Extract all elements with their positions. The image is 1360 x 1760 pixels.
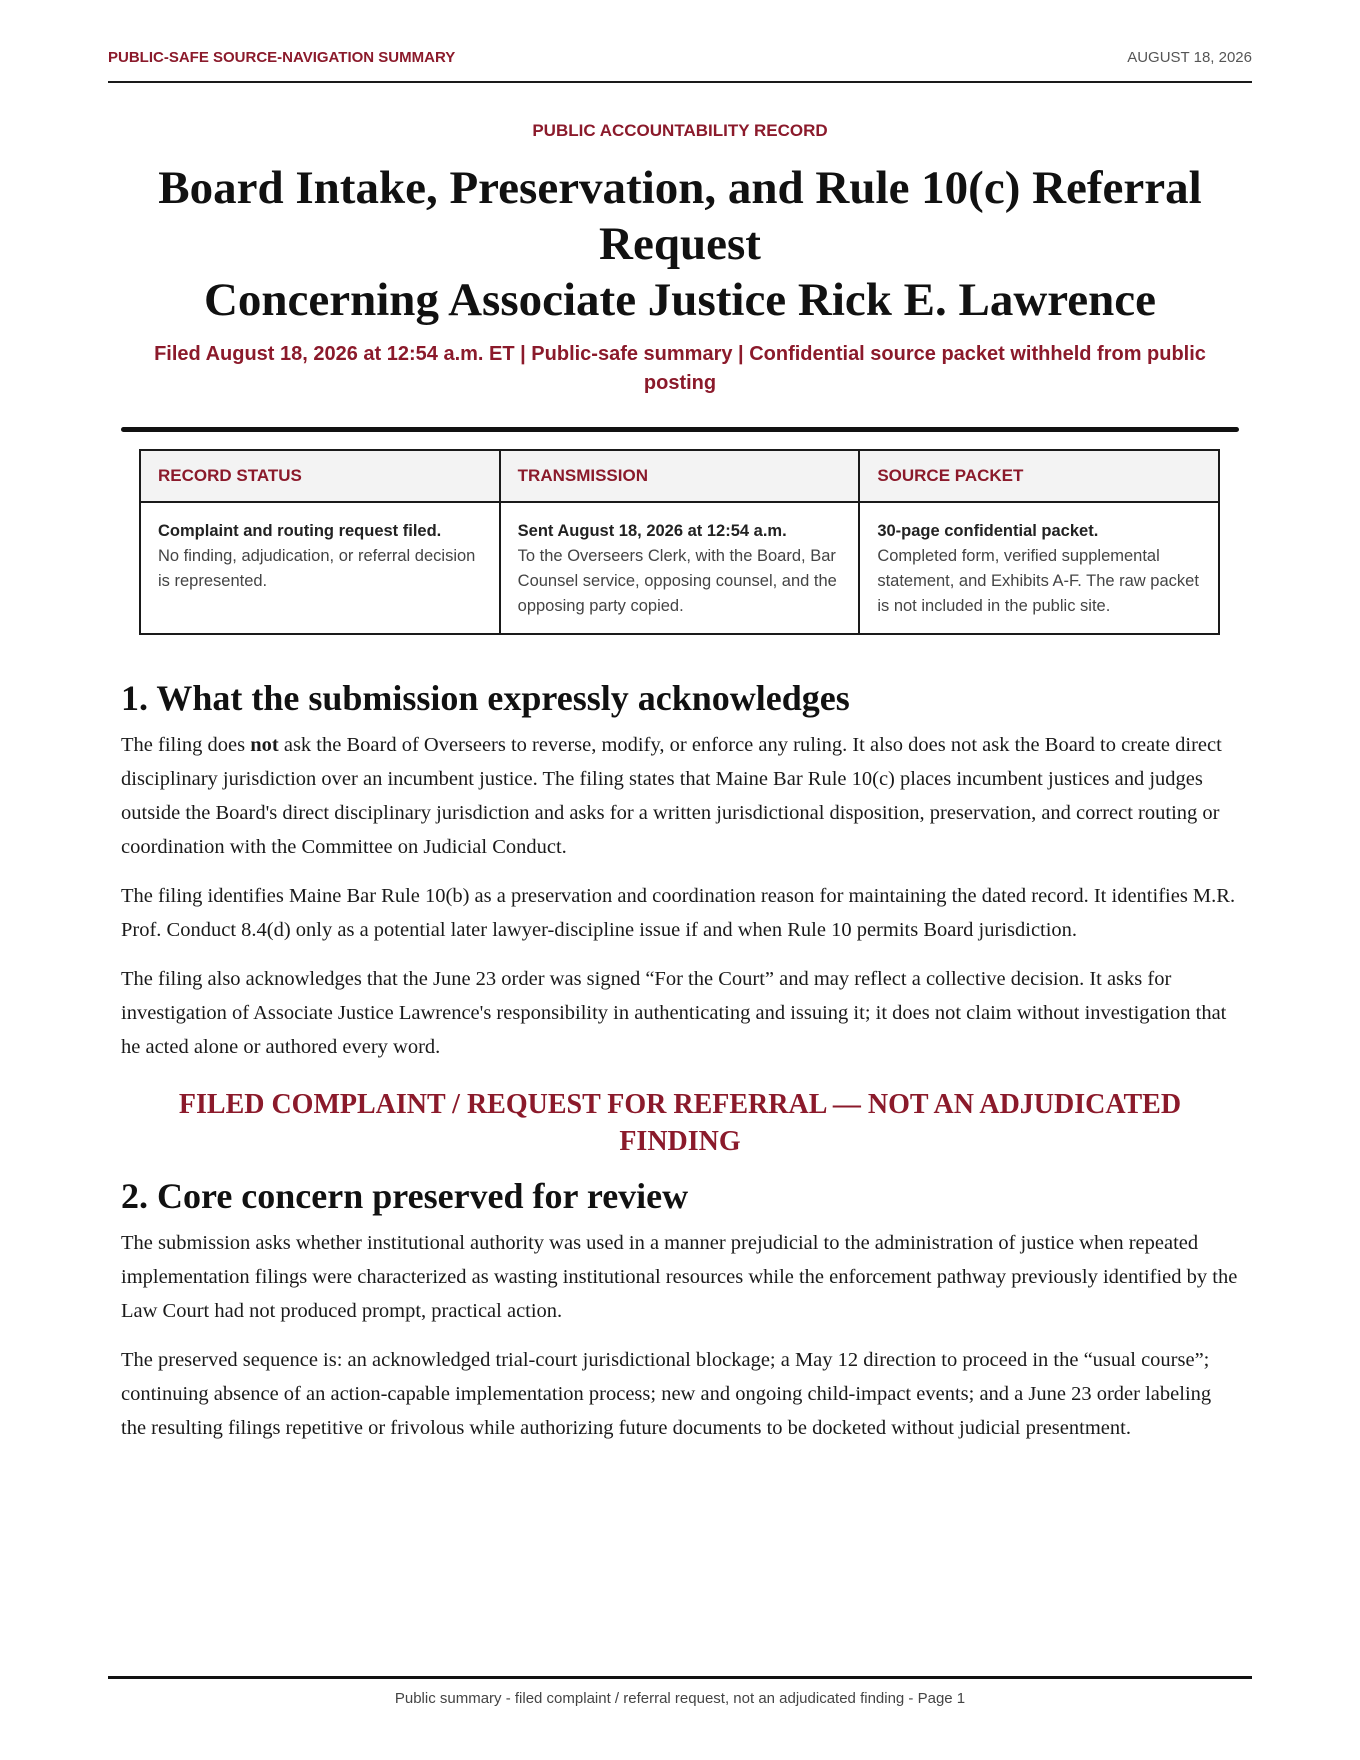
page-footer: Public summary - filed complaint / referral request, not an adjudicated finding - Page 1: [394, 1690, 966, 1707]
cell-text: No finding, adjudication, or referral decision is represented.: [158, 547, 476, 590]
status-table: [139, 449, 1220, 635]
header-label: PUBLIC-SAFE SOURCE-NAVIGATION SUMMARY: [108, 49, 456, 66]
section-1-heading: 1. What the submission expressly acknowledges: [121, 678, 850, 718]
page-title: [120, 160, 1240, 328]
text-run: ask the Board of Overseers to reverse, modify, or enforce any ruling. It also does not ask the Board to create direct disciplinary jurisdiction over an incumbent justice. The filing states that Maine Bar Rule 10(c) places incumbent justices and judges outside the Board's direct disciplinary jurisdiction and asks for a written jurisdictional disposition, preservation, and correct routing or coordination with the Committee on Judicial Conduct.: [121, 734, 1222, 858]
header-source-packet: SOURCE PACKET: [859, 450, 1219, 502]
section-2-paragraph-2: The preserved sequence is: an acknowledged trial-court jurisdictional blockage; a May 12 direction to proceed in the “usual course”; continuing absence of an action-capable implementation process; new and ongoing child-impact events; and a June 23 order labeling the resulting filings repetitive or frivolous while authorizing future documents to be docketed without judicial presentment.: [121, 1349, 1212, 1439]
header-transmission: TRANSMISSION: [500, 450, 860, 502]
cell-text: To the Overseers Clerk, with the Board, Bar Counsel service, opposing counsel, and the opposing party copied.: [517, 547, 837, 615]
cell-transmission: [500, 502, 860, 634]
status-banner: FILED COMPLAINT / REQUEST FOR REFERRAL — NOT AN ADJUDICATED FINDING: [178, 1089, 1182, 1157]
header-date: AUGUST 18, 2026: [1127, 49, 1252, 66]
text-run: The filing does: [121, 734, 251, 756]
section-1-paragraph-3: The filing also acknowledges that the June 23 order was signed “For the Court” and may reflect a collective decision. It asks for investigation of Associate Justice Lawrence's responsibility in authenticating and issuing it; it does not claim without investigation that he acted alone or authored every word.: [121, 968, 1227, 1058]
cell-lead: 30-page confidential packet.: [877, 522, 1099, 540]
header-record-status: RECORD STATUS: [140, 450, 500, 502]
footer-divider: [108, 1676, 1252, 1679]
section-2-paragraph-1: The submission asks whether institutional authority was used in a manner prejudicial to the administration of justice when repeated implementation filings were characterized as wasting institutional resources while the enforcement pathway previously identified by the Law Court had not produced prompt, practical action.: [121, 1232, 1238, 1322]
cell-lead: Sent August 18, 2026 at 12:54 a.m.: [517, 522, 787, 540]
filing-subline: Filed August 18, 2026 at 12:54 a.m. ET | Public-safe summary | Confidential source packet withheld from public posting: [154, 343, 1206, 394]
cell-source-packet: [859, 502, 1219, 634]
kicker: PUBLIC ACCOUNTABILITY RECORD: [532, 121, 828, 140]
cell-text: Completed form, verified supplemental statement, and Exhibits A-F. The raw packet is not included in the public site.: [877, 547, 1199, 615]
running-header: [108, 49, 1252, 83]
section-1-paragraph-2: The filing identifies Maine Bar Rule 10(b) as a preservation and coordination reason for maintaining the dated record. It identifies M.R. Prof. Conduct 8.4(d) only as a potential later lawyer-discipline issue if and when Rule 10 permits Board jurisdiction.: [121, 885, 1236, 941]
document-body: [121, 676, 1239, 1460]
title-line-1: Board Intake, Preservation, and Rule 10(c) Referral Request: [158, 162, 1202, 270]
section-1-paragraph-1: [121, 728, 1239, 864]
cell-lead: Complaint and routing request filed.: [158, 522, 442, 540]
title-divider: [121, 427, 1239, 432]
cell-record-status: [140, 502, 500, 634]
emphasis: not: [250, 734, 279, 756]
title-line-2: Concerning Associate Justice Rick E. Lawrence: [203, 274, 1157, 326]
section-2-heading: 2. Core concern preserved for review: [121, 1176, 689, 1216]
